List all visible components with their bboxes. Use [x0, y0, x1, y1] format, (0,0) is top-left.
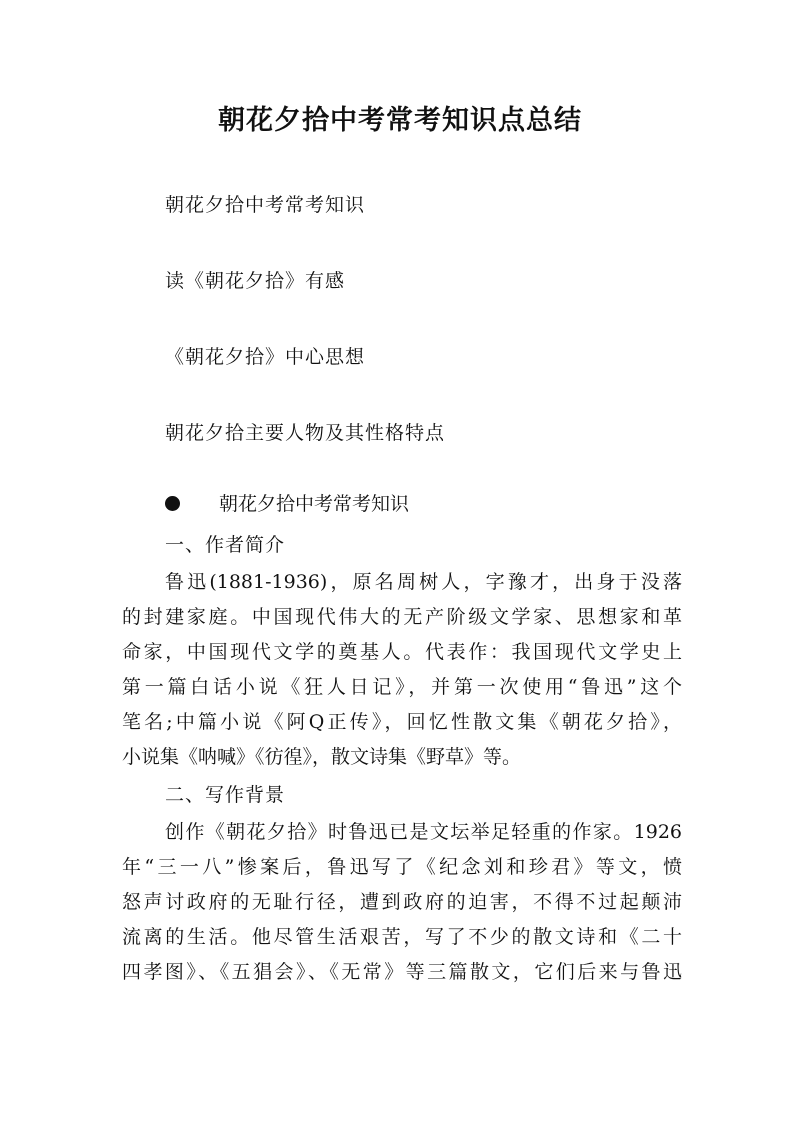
toc-item: 朝花夕拾中考常考知识 [165, 194, 366, 216]
bullet-section-title: 朝花夕拾中考常考知识 [219, 493, 410, 515]
paragraph-line: 流离的生活。他尽管生活艰苦，写了不少的散文诗和《二十 [122, 926, 682, 948]
toc-item: 《朝花夕拾》中心思想 [165, 346, 366, 368]
paragraph-line: 笔名;中篇小说《阿Q正传》，回忆性散文集《朝花夕拾》， [122, 711, 682, 733]
paragraph-line: 的封建家庭。中国现代伟大的无产阶级文学家、思想家和革 [122, 606, 682, 628]
paragraph-line: 第一篇白话小说《狂人日记》，并第一次使用“鲁迅”这个 [122, 676, 682, 698]
toc-item: 读《朝花夕拾》有感 [165, 270, 346, 292]
document-title: 朝花夕拾中考常考知识点总结 [218, 105, 582, 136]
paragraph-line: 命家，中国现代文学的奠基人。代表作：我国现代文学史上 [122, 641, 682, 663]
toc-item: 朝花夕拾主要人物及其性格特点 [165, 422, 446, 444]
paragraph-line: 创作《朝花夕拾》时鲁迅已是文坛举足轻重的作家。1926 [165, 821, 682, 843]
paragraph-line: 鲁迅(1881-1936)，原名周树人，字豫才，出身于没落 [165, 571, 682, 593]
paragraph-line: 怒声讨政府的无耻行径，遭到政府的迫害，不得不过起颠沛 [122, 891, 682, 913]
section-heading-background: 二、写作背景 [165, 784, 286, 806]
bullet-section-heading [165, 485, 409, 523]
paragraph-line: 年“三一八”惨案后，鲁迅写了《纪念刘和珍君》等文，愤 [122, 856, 682, 878]
section-heading-author: 一、作者简介 [165, 534, 286, 556]
paragraph-line: 小说集《呐喊》《彷徨》，散文诗集《野草》等。 [122, 746, 522, 768]
bullet-icon [165, 496, 180, 511]
paragraph-line: 四孝图》、《五猖会》、《无常》等三篇散文，它们后来与鲁迅 [122, 961, 682, 983]
body-content [122, 525, 682, 990]
table-of-contents [165, 186, 445, 490]
paragraph-writing-background [122, 815, 682, 990]
paragraph-author-intro [122, 565, 682, 775]
